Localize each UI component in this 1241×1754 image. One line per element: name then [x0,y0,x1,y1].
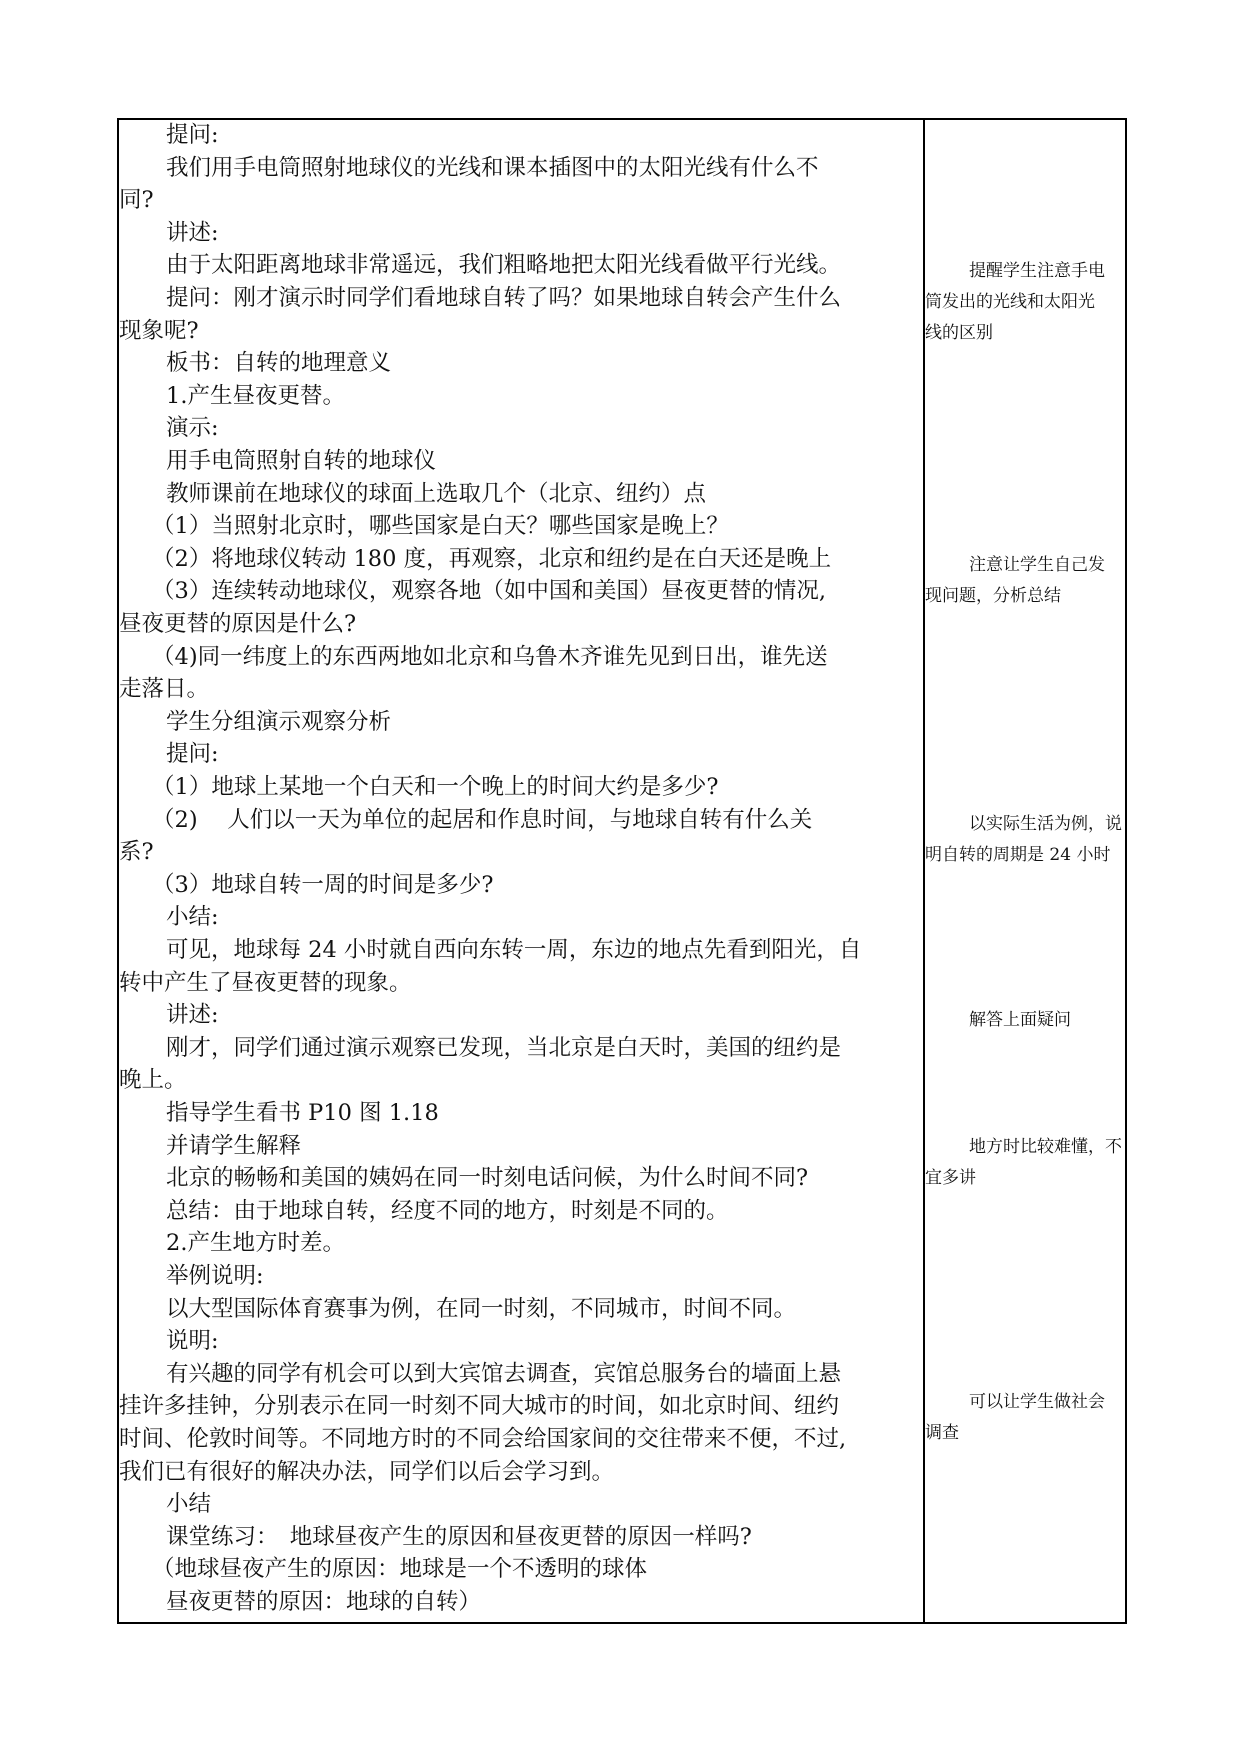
teacher-note-line: 提醒学生注意手电 [969,261,1105,281]
lesson-line: 由于太阳距离地球非常遥远，我们粗略地把太阳光线看做平行光线。 [166,252,842,279]
teacher-note [925,1387,1125,1449]
lesson-line: 挂许多挂钟，分别表示在同一时刻不同大城市的时间，如北京时间、纽约 [119,1393,840,1420]
lesson-line: 学生分组演示观察分析 [166,708,392,735]
teacher-note-line: 明自转的周期是 24 小时 [925,845,1111,865]
teacher-note [925,550,1125,612]
lesson-line: 小结 [166,1491,212,1518]
lesson-table [117,118,1127,1624]
lesson-line: 时间、伦敦时间等。不同地方时的不同会给国家间的交往带来不便，不过, [119,1426,847,1452]
teacher-note [925,256,1125,349]
teacher-note-line: 地方时比较难懂，不 [969,1137,1122,1157]
lesson-line: 1.产生昼夜更替。 [166,382,345,409]
teacher-note-line: 注意让学生自己发 [969,555,1105,575]
lesson-line: 课堂练习： 地球昼夜产生的原因和昼夜更替的原因一样吗? [166,1523,752,1550]
lesson-line: 提问：刚才演示时同学们看地球自转了吗？如果地球自转会产生什么 [166,285,842,311]
lesson-line: 以大型国际体育赛事为例，在同一时刻，不同城市，时间不同。 [166,1295,797,1322]
lesson-line: 北京的畅畅和美国的姨妈在同一时刻电话问候，为什么时间不同? [166,1165,809,1192]
teacher-note-line: 筒发出的光线和太阳光 [925,292,1095,312]
teacher-note-line: 解答上面疑问 [969,1010,1071,1030]
lesson-line: 走落日。 [119,676,210,703]
lesson-line: 晚上。 [119,1067,187,1094]
teacher-note-line: 线的区别 [925,323,993,343]
lesson-line: （3）地球自转一周的时间是多少? [152,871,494,898]
lesson-line: （2）将地球仪转动 180 度，再观察，北京和纽约是在白天还是晚上 [152,545,832,572]
lesson-line: （地球昼夜产生的原因：地球是一个不透明的球体 [152,1556,648,1583]
lesson-line: 指导学生看书 P10 图 1.18 [166,1100,439,1126]
lesson-line: （4)同一纬度上的东西两地如北京和乌鲁木齐谁先见到日出，谁先送 [152,643,828,670]
lesson-line: 说明: [166,1328,219,1355]
lesson-line: 昼夜更替的原因：地球的自转） [166,1589,482,1615]
lesson-line: 可见，地球每 24 小时就自西向东转一周，东边的地点先看到阳光，自 [166,937,862,963]
teaching-process-column [119,120,922,1622]
teacher-note [925,1005,1125,1036]
teacher-note-line: 调查 [925,1423,959,1443]
lesson-line: 讲述: [166,1002,219,1029]
teacher-note [925,809,1125,871]
lesson-line: 讲述: [166,219,219,246]
teacher-note-line: 宜多讲 [925,1168,976,1188]
lesson-line: 同? [119,187,154,214]
lesson-line: 提问: [166,741,219,768]
lesson-line: 总结：由于地球自转，经度不同的地方，时刻是不同的。 [166,1197,729,1224]
lesson-line: 现象呢? [119,317,199,344]
teacher-note [925,1132,1125,1194]
teacher-note-line: 以实际生活为例，说 [969,814,1122,834]
lesson-line: （2) 人们以一天为单位的起居和作息时间，与地球自转有什么关 [152,806,813,833]
lesson-line: 我们已有很好的解决办法，同学们以后会学习到。 [119,1458,615,1485]
lesson-line: 转中产生了昼夜更替的现象。 [119,969,412,996]
lesson-line: 系? [119,839,154,866]
lesson-line: 刚才，同学们通过演示观察已发现，当北京是白天时，美国的纽约是 [166,1034,842,1061]
lesson-line: 提问: [166,122,219,148]
teacher-note-line: 可以让学生做社会 [969,1392,1105,1412]
lesson-line: 小结: [166,904,219,931]
lesson-line: 举例说明: [166,1263,264,1289]
lesson-line: 并请学生解释 [166,1132,302,1159]
lesson-line: （1）当照射北京时，哪些国家是白天？哪些国家是晚上？ [152,513,729,540]
lesson-line: 教师课前在地球仪的球面上选取几个（北京、纽约）点 [166,480,707,507]
design-notes-column [925,120,1125,1622]
lesson-line: （3）连续转动地球仪，观察各地（如中国和美国）昼夜更替的情况, [152,578,826,605]
lesson-line: 用手电筒照射自转的地球仪 [166,448,437,474]
lesson-line: （1）地球上某地一个白天和一个晚上的时间大约是多少? [152,774,719,800]
lesson-line: 2.产生地方时差。 [166,1230,345,1257]
lesson-line: 有兴趣的同学有机会可以到大宾馆去调查，宾馆总服务台的墙面上悬 [166,1360,842,1387]
lesson-line: 板书：自转的地理意义 [166,350,392,377]
lesson-line: 我们用手电筒照射地球仪的光线和课本插图中的太阳光线有什么不 [166,154,819,181]
lesson-line: 昼夜更替的原因是什么? [119,611,357,637]
teacher-note-line: 现问题，分析总结 [925,586,1061,606]
lesson-line: 演示: [166,415,219,442]
